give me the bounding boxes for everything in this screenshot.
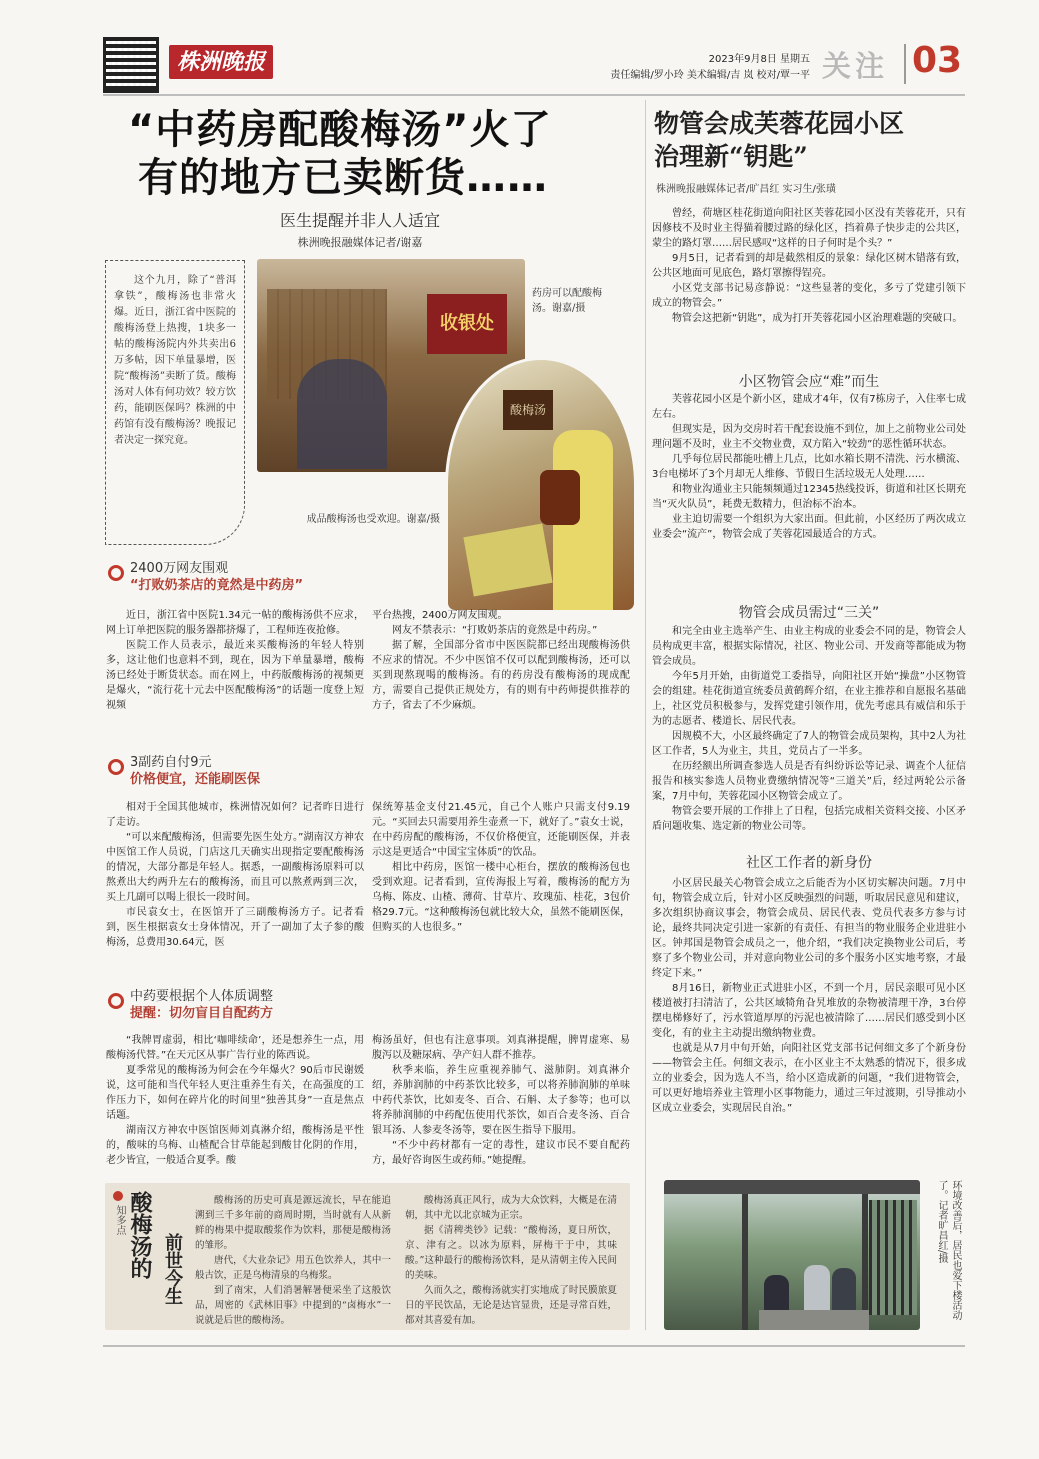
masthead-editors: 责任编辑/罗小玲 美术编辑/吉 岚 校对/覃一平 xyxy=(610,70,810,81)
pharmacy-photo-caption xyxy=(532,286,618,316)
section2-head1: 3副药自付9元 xyxy=(130,755,212,770)
paragraph: 相对于全国其他城市，株洲情况如何？记者昨日进行了走访。 xyxy=(106,802,364,828)
right-title-line2: 治理新“钥匙” xyxy=(654,142,808,171)
caption-text-2: 成品酸梅汤也受欢迎。谢嘉/摄 xyxy=(306,514,440,525)
section3-head1: 中药要根据个人体质调整 xyxy=(130,989,274,1004)
paragraph: 梅汤虽好，但也有注意事项。刘真淋提醒，脾胃虚寒、易腹泻以及糖尿病、孕产妇人群不推荐。 xyxy=(372,1035,630,1061)
right-section3-head: 社区工作者的新身份 xyxy=(746,855,872,871)
paragraph: “不少中药材都有一定的毒性，建议市民不要自配药方，最好咨询医生或药师。”她提醒。 xyxy=(372,1140,630,1166)
intro-box xyxy=(105,260,245,545)
column-divider xyxy=(645,100,646,1330)
paragraph: 和完全由业主选举产生、由业主构成的业委会不同的是，物管会人员构成更丰富，根据实际情况，社区、物业公司、开发商等都能成为物管会成员。 xyxy=(652,626,966,667)
paragraph: “我牌胃虚弱，相比‘咖啡续命’，还是想养生一点，用酸梅汤代替。”在天元区从事广告行业的陈西说。 xyxy=(106,1035,364,1061)
paragraph: 夏季常见的酸梅汤为何会在今年爆火？90后市民谢媛说，这可能和当代年轻人更注重养生有关，在高强度的工作压力下，如何在碎片化的时间里“独善其身”一直是焦点话题。 xyxy=(106,1065,364,1121)
paragraph: 据《清稗类钞》记载：“酸梅汤，夏日所饮，京、津有之。以冰为原料，屏梅干于中，其味酸。”这种最行的酸梅汤饮料，是从清朝主传入民间的美味。 xyxy=(405,1225,617,1281)
page-number: 03 xyxy=(912,40,963,81)
paragraph: 久而久之，酸梅汤就实打实地成了时民膜旅夏日的平民饮品，无论是达官显贵，还是寻常百姓，都对其喜爱有加。 xyxy=(405,1285,617,1326)
section-name: 关注 xyxy=(822,49,889,83)
paragraph: 小区党支部书记易彦静说：“这些显著的变化，多亏了党建引领下成立的物管会。” xyxy=(652,283,966,309)
paragraph: 市民袁女士，在医馆开了三副酸梅汤方子。记者看到，医生根据袁女士身体情况，开了一副加了太子参的酸梅汤，总费用30.64元，医 xyxy=(106,907,364,948)
paragraph: 也就是从7月中旬开始，向阳社区党支部书记何细文多了个新身份——物管会主任。何细文表示，在小区业主不太熟悉的情况下，很多成立的业委会，因为选人不当，给小区造成新的问题，“我们进物管会，可以更好地培养业主管理小区事物能力，通过三年过渡期，引导推动小区成立业委会，实现居民自治。” xyxy=(652,1043,966,1114)
paragraph: 酸梅汤真正风行，成为大众饮料，大概是在清朝，其中尤以北京城为正宗。 xyxy=(405,1195,617,1221)
right-intro xyxy=(652,206,966,326)
paragraph: 相比中药房，医馆一楼中心柜台，摆放的酸梅汤包也受到欢迎。记者看到，宣传海报上写着，酸梅汤的配方为乌梅、陈皮、山楂、薄荷、甘草片、玫瑰茄、桂花，3包价格29.7元。“这种酸梅汤包就比较大众，虽然不能刷医保，但购买的人也很多。” xyxy=(372,862,630,933)
knowledge-title-sub: 前世今生 xyxy=(162,1233,183,1305)
section1-head2: “打败奶茶店的竟然是中药房” xyxy=(130,578,304,593)
section3-col2 xyxy=(372,1033,630,1168)
section3-col1 xyxy=(106,1033,364,1168)
paragraph: 在历经额出所调查参选人员是否有纠纷诉讼等记录、调查个人征信报告和核实参选人员物业费缴纳情况等“三道关”后，经过两轮公示备案，7月中旬，芙蓉花园小区物管会成立了。 xyxy=(652,761,966,802)
left-title-line2: 有的地方已卖断货…… xyxy=(138,155,548,201)
qr-code xyxy=(103,37,159,93)
masthead-logo xyxy=(169,45,273,79)
paragraph: 8月16日，新物业正式进驻小区，不到一个月，居民亲眼可见小区楼道被打扫清洁了，公共区域犄角旮旯堆放的杂物被清理干净，3台停摆电梯修好了，污水管道厚厚的污泥也被清除了……居民们感受到小区变化，有的业主主动提出缴纳物业费。 xyxy=(652,983,966,1039)
paragraph: 今年5月开始，由街道党工委指导，向阳社区开始“操盘”小区物管会的组建。桂花街道宣统委员黄鹤辉介绍，在业主推荐和自愿报名基础上，社区党员积极参与，发挥党建引领作用，优先考虑具有威信和乐于为的志愿者、楼道长、居民代表。 xyxy=(652,671,966,727)
paragraph: 秋季来临，养生应重视养肺气、滋肺阴。刘真淋介绍，养肺润肺的中药茶饮比较多，可以将养肺润肺的单味中药代茶饮，比如麦冬、百合、石斛、太子参等；也可以将养肺润肺的中药配伍使用代茶饮，如百合麦冬汤、百合银耳汤、人参麦冬汤等，要在医生指导下服用。 xyxy=(372,1065,630,1136)
paragraph: 因规模不大，小区最终确定了7人的物管会成员架构，其中2人为社区工作者，5人为业主，共且，党员占了一半多。 xyxy=(652,731,966,757)
paragraph: 网友不禁表示：“打败奶茶店的竟然是中药房。” xyxy=(392,625,598,636)
section2-col1 xyxy=(106,800,364,950)
section1-head1: 2400万网友围观 xyxy=(130,561,229,576)
section-divider xyxy=(904,44,906,84)
paragraph: 物管会要开展的工作排上了日程，包括完成相关资料交接、小区矛盾问题收集、选定新的物业公司等。 xyxy=(652,806,966,832)
soup-photo-caption xyxy=(300,512,440,527)
paragraph: 和物业沟通业主只能频频通过12345热线投诉，街道和社区长期充当“灭火队员”，耗费无数精力，但治标不治本。 xyxy=(652,484,966,510)
right-section3-body xyxy=(652,876,966,1116)
paragraph: 近日，浙江省中医院1.34元一帖的酸梅汤供不应求，网上订单把医院的服务器都挤爆了，工程师连夜抢修。 xyxy=(106,610,364,636)
soup-photo: 酸梅汤 xyxy=(445,357,637,613)
bottom-rule xyxy=(103,1345,965,1347)
masthead-rule xyxy=(103,94,965,96)
paragraph: 到了南宋，人们消暑解暑便采坐了这般饮品，周密的《武林旧事》中提到的“卤梅水”一说就是后世的酸梅汤。 xyxy=(195,1285,391,1326)
knowledge-col1 xyxy=(195,1193,391,1328)
caption-text-1: 药房可以配酸梅汤。谢嘉/摄 xyxy=(532,288,602,314)
section2-dot xyxy=(108,759,124,775)
pavilion-photo xyxy=(664,1180,920,1330)
paragraph: 平台热搜，2400万网友围观。 xyxy=(372,610,508,621)
masthead-date: 2023年9月8日 星期五 xyxy=(708,54,810,65)
section3-head2: 提醒：切勿盲目自配药方 xyxy=(130,1006,274,1021)
paragraph: 湖南汉方神农中医馆医师刘真淋介绍，酸梅汤是平性的，酸味的乌梅、山楂配合甘草能起到酸甘化阴的作用，老少皆宜，一般适合夏季。酸 xyxy=(106,1125,364,1166)
section3-dot xyxy=(108,993,124,1009)
right-section1-body xyxy=(652,392,966,542)
paragraph: 几乎每位居民都能吐槽上几点，比如水箱长期不清洗、污水横流、3台电梯坏了3个月却无人维修、节假日生活垃圾无人处理…… xyxy=(652,454,966,480)
left-title-line1: “中药房配酸梅汤”火了 xyxy=(128,107,552,153)
paragraph: 小区居民最关心物管会成立之后能否为小区切实解决问题。7月中旬，物管会成立后，针对小区反映强烈的问题，听取居民意见和建议，多次组织协商议事会，物管会成员、居民代表、党员代表多方参与讨论，最终共同决定引进一家新的有责任、有担当的物业服务企业进驻小区。钟邦国是物管会成员之一，他介绍，“我们决定换物业公司后，考察了多个物业公司，并对意向物业公司的多个服务小区实地考察，才最终定下来。” xyxy=(652,878,966,979)
paragraph: 保统筹基金支付21.45元，自己个人账户只需支付9.19元。“买回去只需要用养生壶煮一下，就好了。”袁女士说，在中药房配的酸梅汤，不仅价格便宜，还能刷医保，并表示这是更适合“中国宝宝体质”的饮品。 xyxy=(372,802,630,858)
section1-col1 xyxy=(106,608,364,713)
right-byline: 株洲晚报融媒体记者/旷昌红 实习生/张璜 xyxy=(656,184,836,195)
section2-head2: 价格便宜，还能刷医保 xyxy=(130,772,261,787)
left-byline: 株洲晚报融媒体记者/谢嘉 xyxy=(297,236,423,249)
paragraph: 酸梅汤的历史可真是源远流长，早在能追溯到三千多年前的商周时期，当时就有人从新鲜的梅果中提取酸浆作为饮料，那便是酸梅汤的雏形。 xyxy=(195,1195,391,1251)
intro-text: 这个九月，除了“普洱拿铁”，酸梅汤也非常火爆。近日，浙江省中医院的酸梅汤登上热搜，1块多一帖的酸梅汤院内外共卖出6万多帖，因下单量暴增，医院“酸梅汤”卖断了货。酸梅汤对人体有何功效？较方饮药，能刷医保吗？株洲的中药馆有没有酸梅汤？晚报记者决定一探究竟。 xyxy=(114,275,236,446)
section2-col2 xyxy=(372,800,630,935)
paragraph: 医院工作人员表示，最近来买酸梅汤的年轻人特别多，这让他们也意料不到，现在，因为下单量暴增，酸梅汤已经处于断货状态。而在网上，中药版酸梅汤的视频更是爆火，“流行花十元去中医配酸梅汤”的话题一度登上短视频 xyxy=(106,640,364,711)
paragraph: 唐代，《大业杂记》用五色饮养人，其中一般古饮，正是乌梅清泉的乌梅浆。 xyxy=(195,1255,391,1281)
knowledge-box xyxy=(105,1183,630,1330)
section1-col2 xyxy=(372,608,630,713)
paragraph: 据了解，全国部分省市中医医院都已经出现酸梅汤供不应求的情况。不少中医馆不仅可以配到酸梅汤，还可以买到现熬现喝的酸梅汤。有的药房没有酸梅汤的现成配方，需要自己提供正规处方，有的则有中药师提供推荐的方子，省去了不少麻烦。 xyxy=(372,640,630,711)
paragraph: 芙蓉花园小区是个新小区，建成才4年，仅有7栋房子，入住率七成左右。 xyxy=(652,394,966,420)
paragraph: “可以来配酸梅汤，但需要先医生处方。”湖南汉方神农中医馆工作人员说，门店这几天确实出现指定要配酸梅汤的情况，大部分都是年轻人。据悉，一副酸梅汤原料可以熬煮出大约两升左右的酸梅汤，而且可以熬煮两到三次，买上几副可以喝上很长一段时间。 xyxy=(106,832,364,903)
knowledge-tag: 知多点 xyxy=(114,1205,125,1235)
knowledge-dot xyxy=(113,1191,123,1201)
left-subtitle: 医生提醒并非人人适宜 xyxy=(279,211,440,230)
paragraph: 曾经，荷塘区桂花街道向阳社区芙蓉花园小区没有芙蓉花开，只有因修枝不及时业主得猫着腰过路的绿化区，挡着鼻子快步走的公共区，蒙尘的路灯罩……居民感叹“这样的日子何时是个头？” xyxy=(652,208,966,249)
right-section2-head: 物管会成员需过“三关” xyxy=(738,605,880,621)
right-title-line1: 物管会成芙蓉花园小区 xyxy=(654,109,905,138)
right-section2-body xyxy=(652,624,966,834)
knowledge-col2 xyxy=(405,1193,617,1328)
right-section1-head: 小区物管会应“难”而生 xyxy=(738,374,880,390)
section1-dot xyxy=(108,565,124,581)
paragraph: 但现实是，因为交房时若干配套设施不到位，加上之前物业公司处理问题不及时，业主不交物业费，双方陷入“较劲”的恶性循环状态。 xyxy=(652,424,966,450)
pavilion-photo-caption: 环境改善后，居民也爱下楼活动了。记者旷昌红/摄 xyxy=(936,1180,961,1320)
pharmacy-photo: 收银处 xyxy=(257,259,525,472)
paragraph: 业主迫切需要一个组织为大家出面。但此前，小区经历了两次成立业委会“流产”，物管会成了芙蓉花园最适合的方式。 xyxy=(652,514,966,540)
masthead-name: 株洲晚报 xyxy=(176,49,265,75)
paragraph: 物管会这把新“钥匙”，成为打开芙蓉花园小区治理难题的突破口。 xyxy=(672,313,963,324)
paragraph: 9月5日，记者看到的却是截然相反的景象：绿化区树木错落有致，公共区地面可见底色，路灯罩擦得锃亮。 xyxy=(652,253,966,279)
knowledge-title-main: 酸梅汤的 xyxy=(127,1191,153,1279)
